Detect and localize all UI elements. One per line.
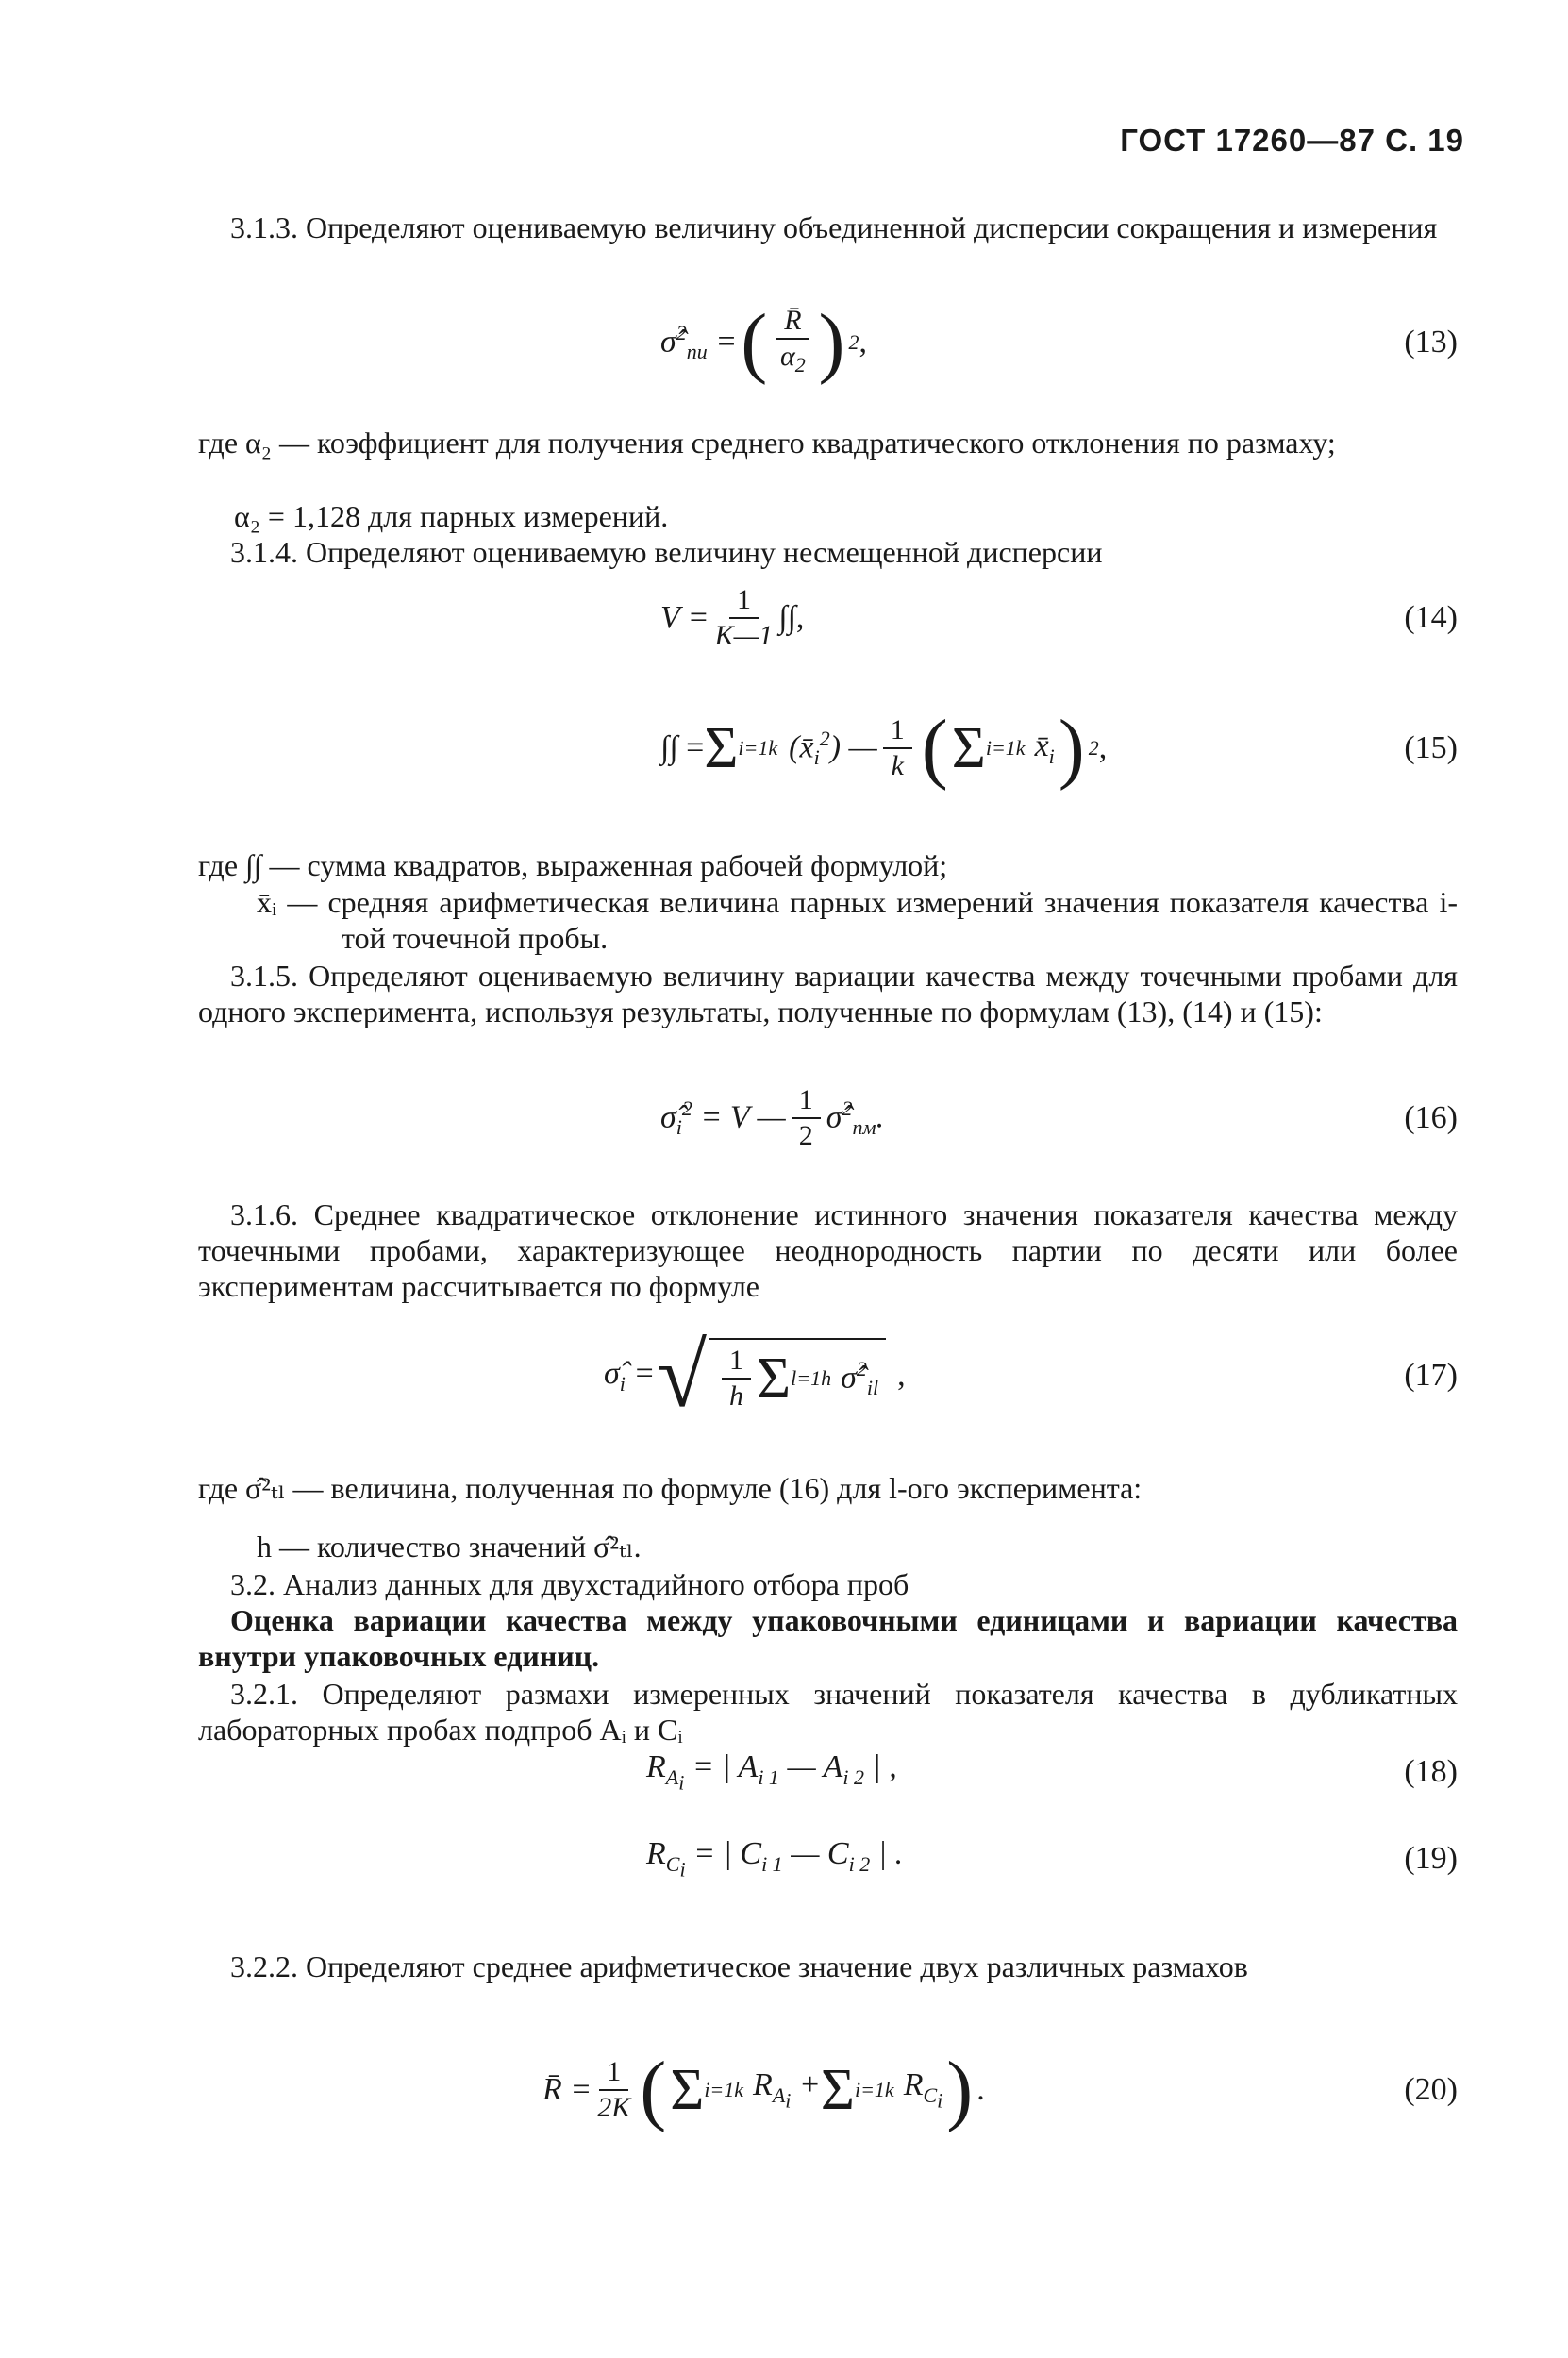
equation-19-number: (19) [1404,1841,1458,1876]
section-3-2-2: 3.2.2. Определяют среднее арифметическое значение двух различных размахов [230,1949,1248,1983]
section-3-2-subtitle: Оценка вариации качества между упаковочными единицами и вариации качества внутри упаковочных единиц. [198,1603,1458,1673]
equation-15 [283,696,1458,800]
equation-18-number: (18) [1404,1754,1458,1789]
equation-17-number: (17) [1404,1358,1458,1393]
equation-18-body: $R_{A_i}$ = | $A_{i 1}$ — $A_{i 2}$ | , [646,1748,897,1795]
section-3-1-5: 3.1.5. Определяют оцениваемую величину вариации качества между точечными пробами для одного эксперимента, используя результаты, полученные по формулам (13), (14) и (15): [198,959,1458,1028]
equation-14-number: (14) [1404,600,1458,635]
equation-19 [283,1821,1458,1897]
equation-16 [283,1076,1458,1161]
alpha2-value: α₂ = 1,128 для парных измерений. [234,499,669,533]
definition-sigma-squared: где σ̂²ₜₗ — величина, полученная по формуле (16) для l-ого эксперимента: [198,1471,1143,1505]
section-3-2: 3.2. Анализ данных для двухстадийного отбора проб [230,1567,909,1601]
definition-sum-squares: где ∫∫ — сумма квадратов, выраженная рабочей формулой; [198,848,948,882]
page-header: ГОСТ 17260—87 С. 19 [1120,123,1464,158]
equation-18 [283,1734,1458,1810]
equation-16-body: $\sigmâ_i^2 = V$ — $\frac{1}{2}$ σ̂$^2_{пм}$. [660,1084,885,1151]
equation-20 [283,2033,1458,2147]
section-3-1-6: 3.1.6. Среднее квадратическое отклонение истинного значения показателя качества между точечными пробами, характеризующее неоднородность партии по десяти или более экспериментам рассчитывается по формуле [198,1197,1458,1303]
equation-16-number: (16) [1404,1100,1458,1135]
equation-13-number: (13) [1404,325,1458,360]
equation-13 [283,300,1458,385]
equation-17 [283,1319,1458,1432]
equation-15-body: ∫∫ = Σ i=1 k $(x̄_i^2)$ — $\frac{1}{k}$ ( Σ i=1 k $x̄_i$ ) 2 , [660,704,1108,792]
equation-13-body: σ̂$^2_{пи}$ = ( $\frac{R̄}{\alpha_2}$ ) 2 , [660,298,868,386]
definition-alpha2: где α₂ — коэффициент для получения среднего квадратического отклонения по размаху; [198,426,1336,460]
equation-20-body: R̄ = $\frac{1}{2K}$ ( Σ i=1 k $R_{A_i}$ + Σ i=1 k $R_{C_i}$ ) . [542,2046,985,2133]
definition-xi: x̄ᵢ — средняя арифметическая величина парных измерений значения показателя качества i-той точечной пробы. [257,885,1458,955]
equation-15-number: (15) [1404,730,1458,765]
equation-14-body: V = $\frac{1}{K—1}$ ∫∫, [660,584,805,651]
section-3-1-4: 3.1.4. Определяют оцениваемую величину несмещенной дисперсии [230,535,1103,569]
definition-h: h — количество значений σ̂²ₜₗ. [257,1530,642,1564]
equation-19-body: $R_{C_i}$ = | $C_{i 1}$ — $C_{i 2}$ | . [646,1835,904,1881]
equation-20-number: (20) [1404,2072,1458,2107]
equation-14 [283,576,1458,661]
equation-17-body: $\sigmâ_i$ = √ $\frac{1}{h}$ Σ l=1 h σ̂$^2_{il}$ , [604,1325,906,1426]
section-3-1-3: 3.1.3. Определяют оцениваемую величину объединенной дисперсии сокращения и измерения [230,210,1438,244]
section-3-2-1: 3.2.1. Определяют размахи измеренных значений показателя качества в дубликатных лабораторных пробах подпроб Aᵢ и Cᵢ [198,1677,1458,1747]
